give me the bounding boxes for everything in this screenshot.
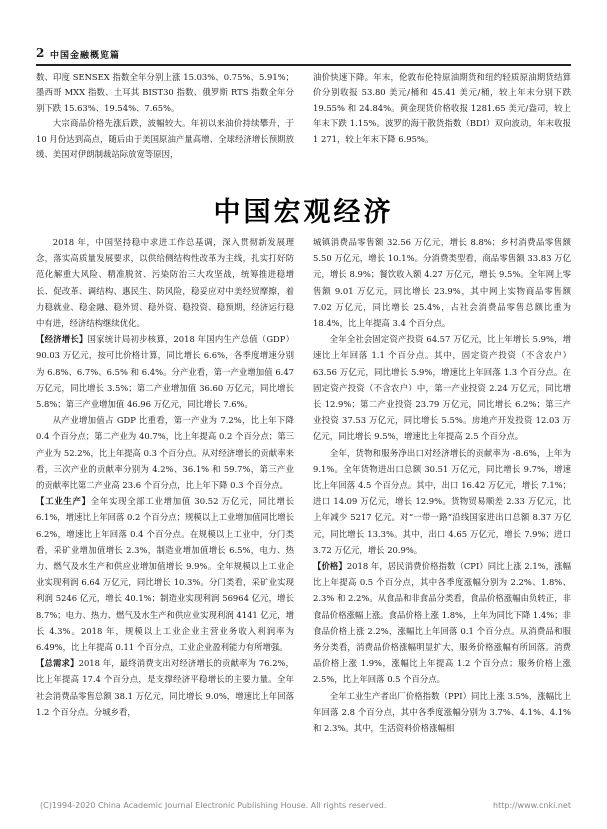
continued-section [36,70,571,180]
section-tag: 【总需求】 [36,658,79,669]
page-footer [0,801,607,819]
paragraph-aggregate-demand: 【总需求】2018 年，最终消费支出对经济增长的贡献率为 76.2%，比上年提高 17.4 个百分点，是支撑经济平稳增长的主要力量。全年社会消费品零售总额 38.1 万亿元，同比增长 9.0%，增速比上年回落 1.2 个百分点。分城乡看， [36,658,295,717]
paragraph: 全年，货物和服务净出口对经济增长的贡献率为 -8.6%，上年为 9.1%。全年货物进出口总额 30.51 万亿元，同比增长 9.7%，增速比上年回落 4.5 个百分点。其中，出口 16.42 万亿元，增长 7.1%；进口 14.09 万亿元，增长 12.9%。货物贸易顺差 2.33 万亿元，比上年减少 5217 亿元。对“一带一路”沿线国家进出口总额 8.37 万亿元，同比增长 13.3%。其中，出口 4.65 万亿元，增长 7.9%；进口 3.72 万亿元，增长 20.9%。 [313,447,571,555]
paragraph: 城镇消费品零售额 32.56 万亿元，增长 8.8%；乡村消费品零售额 5.50 万亿元，增长 10.1%。分消费类型看，商品零售额 33.83 万亿元，增长 8.9%；餐饮收入额 4.27 万亿元，增长 9.5%。全年网上零售额 9.01 万亿元，同比增长 23.9%，其中网上实物商品零售额 7.02 万亿元，同比增长 25.4%，占社会消费品零售总额比重为 18.4%，比上年提高 3.4 个百分点。 [313,237,571,329]
paragraph: 全年全社会固定资产投资 64.57 万亿元，比上年增长 5.9%，增速比上年回落 1.1 个百分点。其中，固定资产投资（不含农户）63.56 万亿元，同比增长 5.9%，增速比上年回落 1.3 个百分点。在固定资产投资（不含农户）中，第一产业投资 2.24 万亿元，同比增长 12.9%；第二产业投资 23.79 万亿元，同比增长 6.2%；第三产业投资 37.53 万亿元，同比增长 5.5%。房地产开发投资 12.03 万亿元，同比增长 9.5%，增速比上年提高 2.5 个百分点。 [313,334,571,442]
main-right-column [313,234,571,736]
website-link[interactable]: http://www.cnki.net [493,801,571,810]
paragraph: 全年工业生产者出厂价格指数（PPI）同比上涨 3.5%，涨幅比上年回落 2.8 个百分点，其中各季度涨幅分别为 3.7%、4.1%、4.1% 和 2.3%。其中，生活资料价格涨幅相 [313,690,571,734]
section-tag: 【经济增长】 [36,334,88,345]
page-number: 2 [36,46,45,60]
paragraph-prices: 【价格】2018 年，居民消费价格指数（CPI）同比上涨 2.1%，涨幅比上年提高 0.5 个百分点，其中各季度涨幅分别为 2.2%、1.8%、2.3% 和 2.2%。从食品和非食品分类看，食品价格涨幅由负转正，非食品价格涨幅上涨。食品价格上涨 1.8%，上年为同比下降 1.4%；非食品价格上涨 2.2%，涨幅比上年回落 0.1 个百分点。从消费品和服务分类看，消费品价格涨幅明显扩大，服务价格涨幅有所回落。消费品价格上涨 1.9%，涨幅比上年提高 1.2 个百分点；服务价格上涨 2.5%，比上年回落 0.5 个百分点。 [313,561,572,685]
paragraph: 大宗商品价格先涨后跌，波幅较大。年初以来油价持续攀升，于 10 月份达到高点，随后由于美国原油产量高增、全球经济增长预期放缓、美国对伊朗制裁站际放宽等原因， [36,118,294,160]
section-title: 中国宏观经济 [213,197,394,228]
copyright-notice: (C)1994-2020 China Academic Journal Electronic Publishing House. All rights reserved. [40,801,387,810]
paragraph-industrial-production: 【工业生产】全年实现全部工业增加值 30.52 万亿元，同比增长 6.1%，增速比上年回落 0.2 个百分点；规模以上工业增加值同比增长 6.2%，增速比上年回落 0.4 个百分点。在规模以上工业中，分门类看，采矿业增加值增长 2.3%，制造业增加值增长 6.5%，电力、热力、燃气及水生产和供应业增加值增长 9.9%。全年规模以上工业企业实现利润 6.64 万亿元，同比增长 10.3%。分门类看，采矿业实现利润 5246 亿元，增长 40.1%；制造业实现利润 56964 亿元，增长 8.7%；电力、热力、燃气及水生产和供应业实现利润 4141 亿元，增长 4.3%。2018 年，规模以上工业企业主营业务收入利润率为 6.49%，比上年提高 0.11 个百分点，工业企业盈利能力有所增强。 [36,496,294,653]
top-left-column [36,70,294,162]
section-tag: 【工业生产】 [36,496,91,507]
macro-economy-section [36,234,571,764]
paragraph-economic-growth: 【经济增长】国家统计局初步核算，2018 年国内生产总值（GDP）90.03 万亿元，按可比价格计算，同比增长 6.6%，各季度增速分别为 6.8%、6.7%、6.5% 和 6.4%。分产业看，第一产业增加值 6.47 万亿元，同比增长 3.5%；第二产业增加值 36.60 万亿元，同比增长 5.8%；第三产业增加值 46.96 万亿元，同比增长 7.6%。 [36,334,295,410]
main-left-column [36,234,294,720]
paragraph: 数、印度 SENSEX 指数全年分别上涨 15.03%、0.75%、5.91%；墨西哥 MXX 指数、土耳其 BIST30 指数、俄罗斯 RTS 指数全年分别下跌 15.63%、19.54%、7.65%。 [36,72,294,113]
paragraph: 油价快速下降。年末，伦敦布伦特原油期货和纽约轻质原油期货结算价分别收报 53.80 美元/桶和 45.41 美元/桶，较上年末分别下跌 19.55% 和 24.84%。黄金现货价格收报 1281.65 美元/盎司，较上年末下跌 1.15%。波罗的海干散货指数（BDI）双向波动，年末收报 1 271，较上年末下降 6.95%。 [313,72,571,144]
paragraph: 2018 年，中国坚持稳中求进工作总基调，深入贯彻新发展理念，落实高质量发展要求，以供给侧结构性改革为主线，扎实打好防范化解重大风险、精准脱贫、污染防治三大攻坚战，统筹推进稳增长、促改革、调结构、惠民生、防风险，稳妥应对中美经贸摩擦，着力稳就业、稳金融、稳外贸、稳外资、稳投资、稳预期，经济运行稳中有进，经济结构继续优化。 [36,237,294,329]
page-header [36,46,571,66]
paragraph: 从产业增加值占 GDP 比重看，第一产业为 7.2%，比上年下降 0.4 个百分点；第二产业为 40.7%，比上年提高 0.2 个百分点；第三产业为 52.2%，比上年提高 0.3 个百分点。从对经济增长的贡献率来看，三次产业的贡献率分别为 4.2%、36.1% 和 59.7%，第三产业的贡献率比第二产业高 23.6 个百分点，比上年下降 0.3 个百分点。 [36,415,294,491]
section-tag: 【价格】 [313,561,347,572]
top-right-column [313,70,571,147]
journal-name: 中国金融概览篇 [50,51,121,61]
